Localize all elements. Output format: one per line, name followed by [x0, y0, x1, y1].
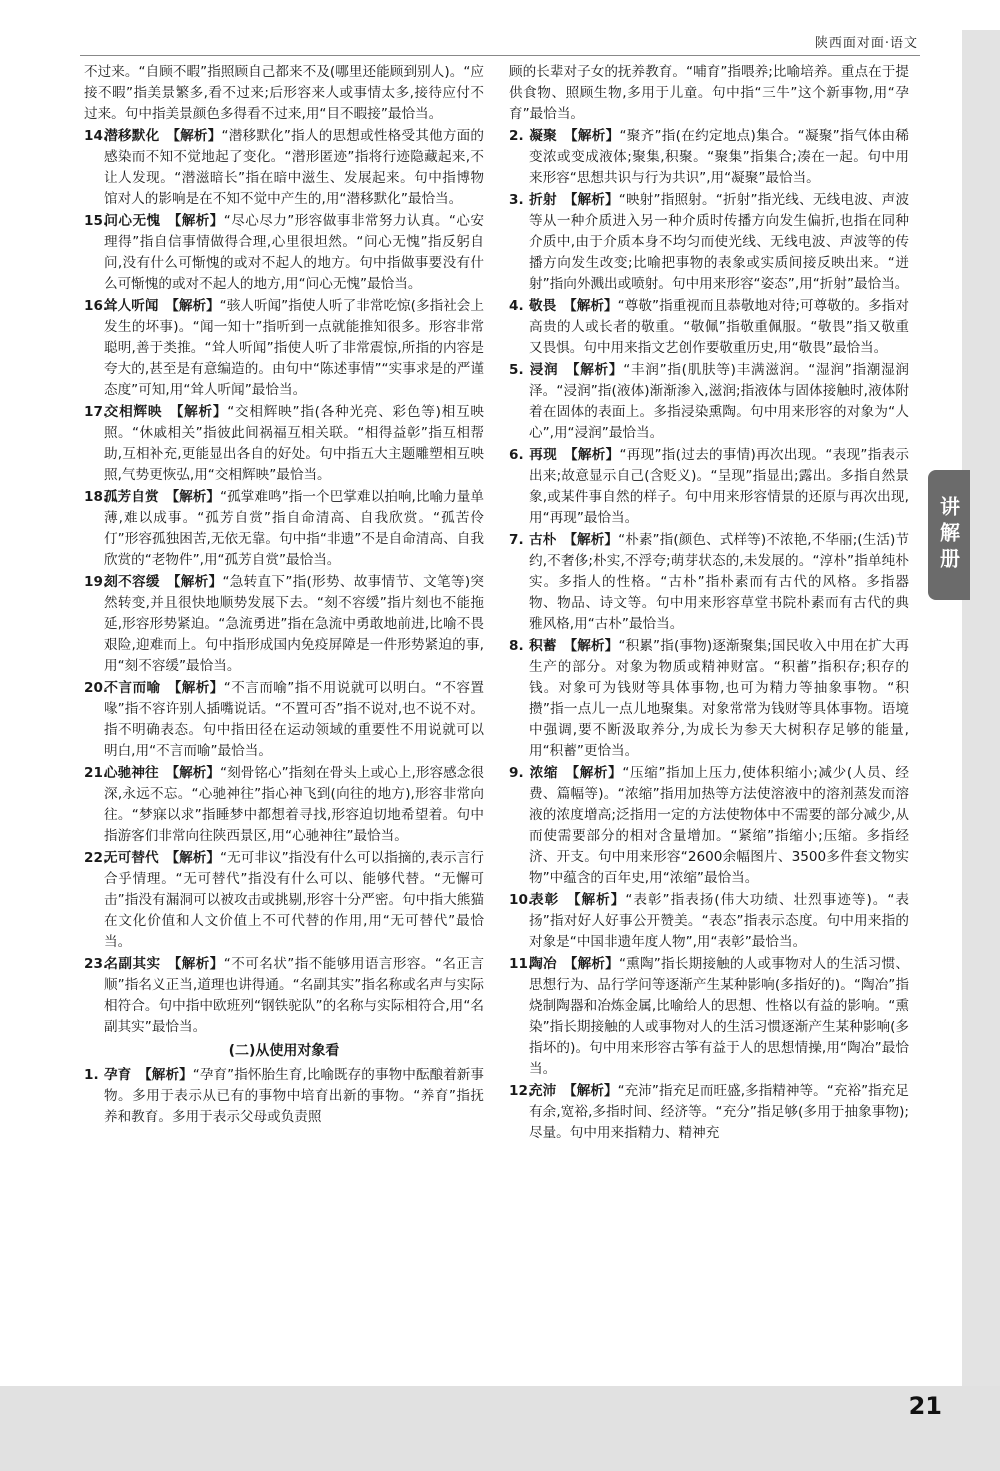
- analysis-tag: 【解析】: [172, 489, 221, 505]
- continued-paragraph: 不过来。“自顾不暇”指照顾自己都来不及(哪里还能顾到别人)。“应接不暇”指美景繁多,看不过来;后形容来人或事情太多,接待应付不过来。句中指美景颜色多得看不过来,用“目不暇接”最恰当。: [84, 64, 484, 122]
- entry-number: 1.: [84, 1067, 99, 1083]
- answer-word: 积蓄: [529, 638, 557, 654]
- left-entries: [84, 126, 484, 1038]
- header-divider: [80, 55, 920, 56]
- answer-word: 古朴: [529, 532, 557, 548]
- entry-number: 18.: [84, 489, 109, 505]
- analysis-tag: 【解析】: [570, 447, 620, 463]
- analysis-tag: 【解析】: [174, 213, 224, 229]
- entry-number: 16.: [84, 298, 109, 314]
- analysis-tag: 【解析】: [570, 128, 620, 144]
- answer-entry: [509, 1081, 909, 1144]
- analysis-text: “聚齐”指(在约定地点)集合。“凝聚”指气体由稀变浓或变成液体;聚集,积聚。“聚集”指集合;凑在一起。句中用来形容“思想共识与行为共识”,用“凝聚”最恰当。: [529, 128, 910, 186]
- entry-number: 7.: [509, 532, 524, 548]
- analysis-text: “丰润”指(肌肤等)丰满滋润。“湿润”指潮湿润泽。“浸润”指(液体)渐渐渗入,滋润;指液体与固体接触时,液体附着在固体的表面上。多指浸染熏陶。句中用来形容的对象为“人心”,用“浸润”最恰当。: [529, 362, 910, 441]
- entry-number: 3.: [509, 192, 524, 208]
- answer-entry: [84, 848, 484, 953]
- answer-entry: [509, 763, 909, 889]
- analysis-tag: 【解析】: [144, 1067, 193, 1083]
- answer-word: 孤芳自赏: [104, 489, 159, 505]
- analysis-tag: 【解析】: [570, 956, 619, 972]
- analysis-text: “熏陶”指长期接触的人或事物对人的生活习惯、思想行为、品行学问等逐渐产生某种影响(多指好的)。“陶冶”指烧制陶器和冶炼金属,比喻给人的思想、性格以有益的影响。“熏染”指长期接触的人或事物对人的生活习惯逐渐产生某种影响(多指坏的)。句中用来形容古筝有益于人的思想情操,用“陶冶”最恰当。: [529, 956, 910, 1077]
- side-tab-lecture-book: 讲解册: [928, 470, 970, 600]
- answer-word: 潜移默化: [104, 128, 160, 144]
- entry-number: 5.: [509, 362, 524, 378]
- answer-entry: [509, 954, 909, 1080]
- analysis-text: “急转直下”指(形势、故事情节、文笔等)突然转变,并且很快地顺势发展下去。“刻不容缓”指片刻也不能拖延,形容形势紧迫。“急流勇进”指在急流中勇敢地前进,比喻不畏艰险,迎难而上。句中指形成国内免疫屏障是一件形势紧迫的事,用“刻不容缓”最恰当。: [104, 574, 485, 674]
- entry-number: 6.: [509, 447, 524, 463]
- answer-entry: [509, 360, 909, 444]
- entry-number: 21.: [84, 765, 109, 781]
- analysis-text: “无可非议”指没有什么可以指摘的,表示言行合乎情理。“无可替代”指没有什么可以、能够代替。“无懈可击”指没有漏洞可以被攻击或挑剔,形容十分严密。句中指大熊猫在文化价值和人文价值上不可代替的作用,用“无可替代”最恰当。: [104, 850, 485, 950]
- answer-entry: [509, 190, 909, 295]
- entry-number: 20.: [84, 680, 109, 696]
- analysis-tag: 【解析】: [570, 532, 619, 548]
- analysis-tag: 【解析】: [172, 765, 221, 781]
- answer-entry: [509, 445, 909, 529]
- analysis-text: “尽心尽力”形容做事非常努力认真。“心安理得”指自信事情做得合理,心里很坦然。“问心无愧”指反躬自问,没有什么可惭愧的或对不起人的地方。句中指做事要没有什么可惭愧的或对不起人的地方,用“问心无愧”最恰当。: [104, 213, 484, 292]
- answer-word: 孕育: [104, 1067, 132, 1083]
- continued-paragraph: 顾的长辈对子女的抚养教育。“哺育”指喂养;比喻培养。重点在于提供食物、照顾生物,多用于儿童。句中指“三牛”这个新事物,用“孕育”最恰当。: [509, 64, 909, 122]
- answer-word: 问心无愧: [104, 213, 161, 229]
- page-header-title: 陕西面对面·语文: [814, 36, 918, 51]
- analysis-tag: 【解析】: [569, 1083, 618, 1099]
- answer-entry: [84, 487, 484, 571]
- analysis-text: “不可名状”指不能够用语言形容。“名正言顺”指名义正当,道理也讲得通。“名副其实”指名称或名声与实际相符合。句中指中欧班列“钢铁驼队”的名称与实际相符合,用“名副其实”最恰当。: [104, 956, 484, 1035]
- page-number: 21: [908, 1392, 942, 1420]
- answer-word: 表彰: [529, 892, 560, 908]
- answer-word: 浓缩: [529, 765, 559, 781]
- analysis-text: “压缩”指加上压力,使体积缩小;减少(人员、经费、篇幅等)。“浓缩”指用加热等方法使溶液中的溶剂蒸发而溶液的浓度增高;泛指用一定的方法使物体中不需要的部分减少,从而使需要部分的相对含量增加。“紧缩”指缩小;压缩。多指经济、开支。句中用来形容“2600余幅图片、3500多件套文物实物”中蕴含的百年史,用“浓缩”最恰当。: [529, 765, 910, 886]
- left-column: [84, 62, 484, 1129]
- answer-entry: [84, 296, 484, 401]
- analysis-tag: 【解析】: [570, 638, 619, 654]
- answer-entry: [509, 636, 909, 762]
- entry-number: 9.: [509, 765, 524, 781]
- analysis-text: “不言而喻”指不用说就可以明白。“不容置喙”指不容许别人插嘴说话。“不置可否”指不说对,也不说不对。指不明确表态。句中指田径在运动领域的重要性不用说就可以明白,用“不言而喻”最恰当。: [104, 680, 484, 759]
- analysis-tag: 【解析】: [174, 680, 224, 696]
- entry-number: 19.: [84, 574, 109, 590]
- analysis-text: “孤掌难鸣”指一个巴掌难以拍响,比喻力量单薄,难以成事。“孤芳自赏”指自命清高、自我欣赏。“孤苦伶仃”形容孤独困苦,无依无靠。句中指“非遗”不是自命清高、自我欣赏的“老物件”,用“孤芳自赏”最恰当。: [104, 489, 485, 568]
- entry-number: 22.: [84, 850, 109, 866]
- answer-entry: [84, 763, 484, 847]
- analysis-text: “朴素”指(颜色、式样等)不浓艳,不华丽;(生活)节约,不奢侈;朴实,不浮夸;萌芽状态的,未发展的。“淳朴”指单纯朴实。多指人的性格。“古朴”指朴素而有古代的风格。多指器物、物品、诗文等。句中用来形容草堂书院朴素而有古代的典雅风格,用“古朴”最恰当。: [529, 532, 910, 632]
- answer-word: 无可替代: [104, 850, 159, 866]
- answer-word: 陶冶: [529, 956, 557, 972]
- entry-number: 10.: [509, 892, 534, 908]
- entry-number: 23.: [84, 956, 109, 972]
- analysis-text: “骇人听闻”指使人听了非常吃惊(多指社会上发生的坏事)。“闻一知十”指听到一点就能推知很多。形容非常聪明,善于类推。“耸人听闻”指使人听了非常震惊,所指的内容是夸大的,甚至是有意编造的。由句中“陈述事情”“实事求是的严谨态度”可知,用“耸人听闻”最恰当。: [104, 298, 484, 398]
- analysis-tag: 【解析】: [172, 298, 220, 314]
- answer-word: 折射: [529, 192, 557, 208]
- analysis-text: “表彰”指表扬(伟大功绩、壮烈事迹等)。“表扬”指对好人好事公开赞美。“表态”指表示态度。句中用来指的对象是“中国非遗年度人物”,用“表彰”最恰当。: [529, 892, 910, 950]
- answer-entry: [84, 126, 484, 210]
- answer-word: 交相辉映: [104, 404, 163, 420]
- answer-entry: [84, 954, 484, 1038]
- analysis-tag: 【解析】: [572, 362, 624, 378]
- analysis-tag: 【解析】: [570, 192, 619, 208]
- entry-number: 8.: [509, 638, 524, 654]
- answer-word: 凝聚: [529, 128, 557, 144]
- answer-entry: [509, 126, 909, 189]
- analysis-text: “交相辉映”指(各种光亮、彩色等)相互映照。“休戚相关”指彼此间祸福互相关联。“相得益彰”指互相帮助,互相补充,更能显出各自的好处。句中指五大主题雕塑相互映照,气势更恢弘,用“交相辉映”最恰当。: [104, 404, 485, 483]
- answer-word: 再现: [529, 447, 557, 463]
- answer-word: 浸润: [529, 362, 559, 378]
- analysis-text: “刻骨铭心”指刻在骨头上或心上,形容感念很深,永远不忘。“心驰神往”指心神飞到(向往的地方),形容非常向往。“梦寐以求”指睡梦中都想着寻找,形容迫切地希望着。句中指游客们非常向往陕西景区,用“心驰神往”最恰当。: [104, 765, 485, 844]
- answer-word: 耸人听闻: [104, 298, 159, 314]
- answer-entry: [84, 1065, 484, 1128]
- analysis-tag: 【解析】: [173, 574, 223, 590]
- analysis-text: “孕育”指怀胎生育,比喻既存的事物中酝酿着新事物。多用于表示从已有的事物中培育出新的事物。“养育”指抚养和教育。多用于表示父母或负责照: [104, 1067, 485, 1125]
- analysis-tag: 【解析】: [174, 956, 224, 972]
- right-entries: [509, 126, 909, 1144]
- analysis-tag: 【解析】: [173, 128, 222, 144]
- entry-number: 14.: [84, 128, 109, 144]
- answer-entry: [84, 678, 484, 762]
- answer-word: 不言而喻: [104, 680, 161, 696]
- entry-number: 17.: [84, 404, 109, 420]
- left-section-entries: [84, 1065, 484, 1128]
- entry-number: 15.: [84, 213, 109, 229]
- answer-entry: [84, 211, 484, 295]
- analysis-tag: 【解析】: [573, 892, 626, 908]
- right-column: [509, 62, 909, 1145]
- answer-word: 心驰神往: [104, 765, 159, 781]
- side-strip: [962, 30, 1000, 1425]
- answer-entry: [509, 530, 909, 635]
- analysis-text: “充沛”指充足而旺盛,多指精神等。“充裕”指充足有余,宽裕,多指时间、经济等。“充分”指足够(多用于抽象事物);尽量。句中用来指精力、精神充: [529, 1083, 910, 1141]
- section-heading: (二)从使用对象看: [228, 1043, 340, 1059]
- answer-entry: [84, 402, 484, 486]
- answer-entry: [84, 572, 484, 677]
- answer-word: 刻不容缓: [104, 574, 160, 590]
- entry-number: 12.: [509, 1083, 534, 1099]
- answer-word: 敬畏: [529, 298, 557, 314]
- analysis-text: “潜移默化”指人的思想或性格受其他方面的感染而不知不觉地起了变化。“潜形匿迹”指将行迹隐藏起来,不让人发现。“潜滋暗长”指在暗中滋生、发展起来。句中指博物馆对人的影响是在不知不觉中产生的,用“潜移默化”最恰当。: [104, 128, 485, 207]
- answer-entry: [509, 296, 909, 359]
- analysis-tag: 【解析】: [569, 298, 618, 314]
- bottom-strip: [0, 1386, 1000, 1471]
- entry-number: 11.: [509, 956, 534, 972]
- analysis-tag: 【解析】: [172, 850, 221, 866]
- answer-word: 充沛: [529, 1083, 557, 1099]
- analysis-tag: 【解析】: [176, 404, 228, 420]
- analysis-text: “积累”指(事物)逐渐聚集;国民收入中用在扩大再生产的部分。对象为物质或精神财富。“积蓄”指积存;积存的钱。对象可为钱财等具体事物,也可为精力等抽象事物。“积攒”指一点儿一点儿地聚集。对象常常为钱财等具体事物。语境中强调,要不断汲取养分,为成长为参天大树积存足够的能量,用“积蓄”更恰当。: [529, 638, 910, 759]
- analysis-text: “再现”指(过去的事情)再次出现。“表现”指表示出来;故意显示自己(含贬义)。“呈现”指显出;露出。多指自然景象,或某件事自然的样子。句中用来形容情景的还原与再次出现,用“再现”最恰当。: [529, 447, 910, 526]
- answer-entry: [509, 890, 909, 953]
- analysis-tag: 【解析】: [572, 765, 623, 781]
- entry-number: 4.: [509, 298, 524, 314]
- analysis-text: “映射”指照射。“折射”指光线、无线电波、声波等从一种介质进入另一种介质时传播方向发生偏折,也指在同种介质中,由于介质本身不均匀而使光线、无线电波、声波等的传播方向发生改变;比喻把事物的表象或实质间接反映出来。“迸射”指向外溅出或喷射。句中用来形容“姿态”,用“折射”最恰当。: [529, 192, 910, 292]
- answer-word: 名副其实: [104, 956, 161, 972]
- analysis-text: “尊敬”指重视而且恭敬地对待;可尊敬的。多指对高贵的人或长者的敬重。“敬佩”指敬重佩服。“敬畏”指又敬重又畏惧。句中用来指文艺创作要敬重历史,用“敬畏”最恰当。: [529, 298, 910, 356]
- entry-number: 2.: [509, 128, 524, 144]
